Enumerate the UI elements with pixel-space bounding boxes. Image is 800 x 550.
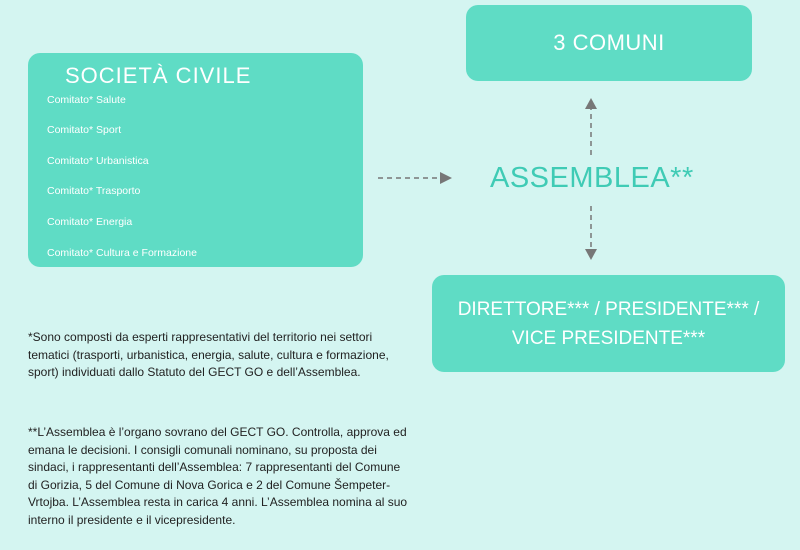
comitato-trasporto: Comitato* Trasporto	[47, 185, 141, 197]
comuni-label: 3 COMUNI	[553, 30, 665, 55]
societa-civile-title: SOCIETÀ CIVILE	[65, 63, 252, 88]
direttore-line1: DIRETTORE*** / PRESIDENTE*** /	[457, 298, 760, 320]
comitato-cultura-formazione: Comitato* Cultura e Formazione	[47, 247, 197, 259]
assemblea-label: ASSEMBLEA**	[490, 162, 694, 194]
note-assemblea: **L’Assemblea è l’organo sovrano del GECT GO. Controlla, approva ed emana le decisioni. I consigli comunali nominano, su proposta dei sindaci, i rappresentanti dell’Assemblea: 7 rappresentanti del Comune di Gorizia, 5 del Comune di Nova Gorica e 2 del Comune Šempeter-Vrtojba. L’Assemblea resta in carica 4 anni. L’Assemblea nomina al suo interno il presidente e il vicepresidente.	[28, 425, 408, 527]
direttore-line2: VICE PRESIDENTE***	[511, 327, 706, 349]
arrow-societa-to-assemblea-head	[440, 172, 452, 184]
comitato-energia: Comitato* Energia	[47, 216, 133, 228]
comitato-sport: Comitato* Sport	[47, 124, 122, 136]
comitato-urbanistica: Comitato* Urbanistica	[47, 155, 149, 167]
arrow-assemblea-to-comuni-head	[585, 98, 597, 109]
comitato-salute: Comitato* Salute	[47, 94, 126, 106]
note-comitati: *Sono composti da esperti rappresentativi del territorio nei settori tematici (trasporti, urbanistica, energia, salute, cultura e formazione, sport) individuati dallo Statuto del GECT GO e dell’Assemblea.	[28, 330, 389, 379]
arrow-assemblea-to-direttore-head	[585, 249, 597, 260]
